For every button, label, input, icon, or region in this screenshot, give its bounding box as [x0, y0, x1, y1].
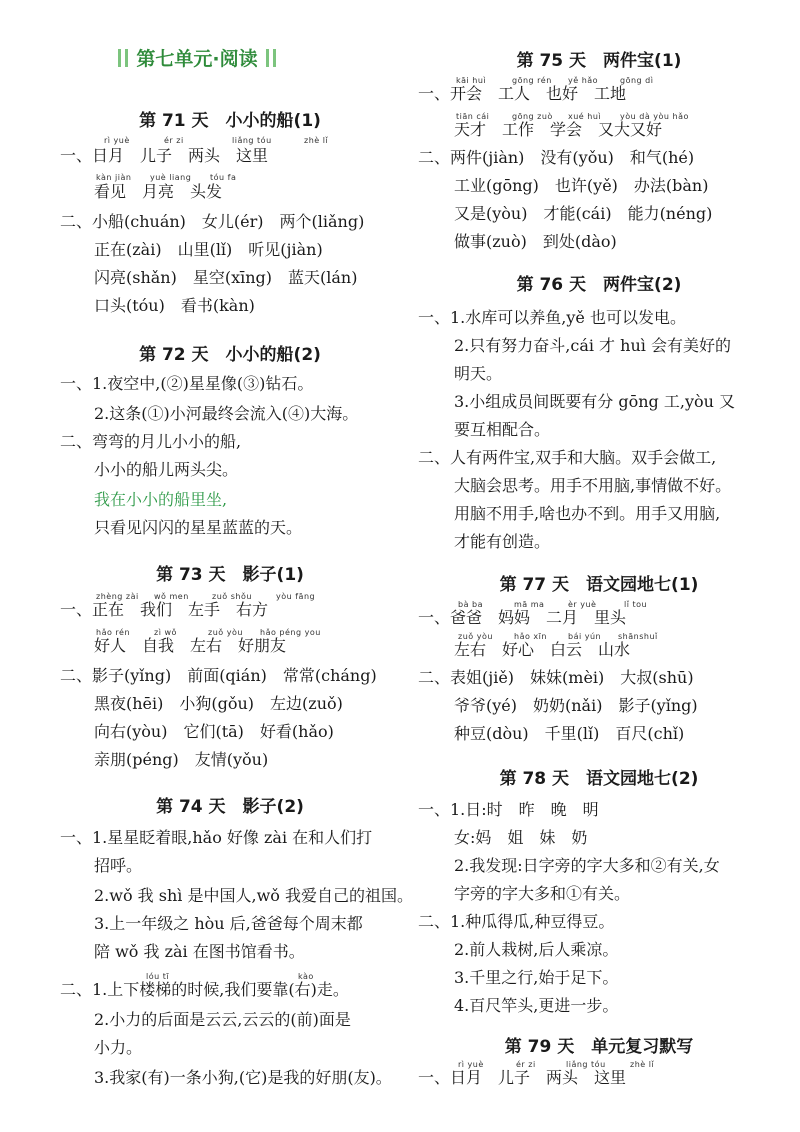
pinyin: yòu fāng	[276, 592, 316, 601]
day-74-title: 第 74 天 影子(2)	[156, 797, 304, 817]
answer-line: 工业(gōng) 也许(yě) 办法(bàn)	[454, 176, 709, 195]
pinyin: gōng rén	[512, 76, 552, 85]
answer-line: 亲朋(péng) 友情(yǒu)	[94, 750, 269, 769]
pinyin: èr yuè	[568, 600, 597, 609]
pinyin: yě hǎo	[568, 76, 599, 85]
answer-line: 二、影子(yǐng) 前面(qián) 常常(cháng)	[60, 666, 377, 685]
answer-line: 一、正在 我们 左手 右方	[60, 600, 269, 619]
day-78-title: 第 78 天 语文园地七(2)	[499, 769, 699, 789]
answer-line: 3.我家(有)一条小狗,(它)是我的好朋(友)。	[94, 1068, 392, 1087]
pinyin: kàn jiàn	[96, 173, 132, 182]
answer-line: 看见 月亮 头发	[94, 182, 223, 201]
answer-line: 2.这条(①)小河最终会流入(④)大海。	[94, 404, 359, 423]
answer-line: 闪亮(shǎn) 星空(xīng) 蓝天(lán)	[94, 268, 358, 287]
answer-line: 种豆(dòu) 千里(lǐ) 百尺(chǐ)	[454, 724, 685, 743]
pinyin: hǎo xīn	[514, 632, 547, 641]
answer-line: 3.上一年级之 hòu 后,爸爸每个周末都	[94, 914, 363, 933]
pinyin: ér zi	[164, 136, 184, 145]
pinyin: kào	[298, 972, 314, 981]
day-75-title: 第 75 天 两件宝(1)	[516, 51, 682, 71]
pinyin: bái yún	[568, 632, 602, 641]
answer-line: 又是(yòu) 才能(cái) 能力(néng)	[454, 204, 713, 223]
pinyin: zhèng zài	[96, 592, 139, 601]
answer-line: 黑夜(hēi) 小狗(gǒu) 左边(zuǒ)	[94, 694, 343, 713]
answer-line: 好人 自我 左右 好朋友	[94, 636, 287, 655]
answer-line: 招呼。	[94, 856, 143, 875]
pinyin: liǎng tóu	[232, 136, 272, 145]
answer-line: 一、日月 儿子 两头 这里	[418, 1068, 627, 1087]
answer-line: 只看见闪闪的星星蓝蓝的天。	[94, 518, 303, 537]
answer-line: 2.只有努力奋斗,cái 才 huì 会有美好的	[454, 336, 731, 355]
pinyin: zuǒ shǒu	[212, 592, 252, 601]
pinyin: gōng dì	[620, 76, 654, 85]
answer-line: 2.前人栽树,后人乘凉。	[454, 940, 619, 959]
answer-line: 明天。	[454, 364, 503, 383]
answer-line: 左右 好心 白云 山水	[454, 640, 631, 659]
pinyin: rì yuè	[458, 1060, 484, 1069]
unit-title	[72, 44, 322, 71]
unit-title-text: 第七单元·阅读	[136, 48, 258, 70]
answer-line: 二、1.种瓜得瓜,种豆得豆。	[418, 912, 615, 931]
answer-line: 2.小力的后面是云云,云云的(前)面是	[94, 1010, 351, 1029]
answer-line: 3.小组成员间既要有分 gōng 工,yòu 又	[454, 392, 736, 411]
pinyin: wǒ men	[154, 592, 189, 601]
pinyin: rì yuè	[104, 136, 130, 145]
answer-line: 2.我发现:日字旁的字大多和②有关,女	[454, 856, 720, 875]
day-77-title: 第 77 天 语文园地七(1)	[499, 575, 699, 595]
answer-line: 爷爷(yé) 奶奶(nǎi) 影子(yǐng)	[454, 696, 698, 715]
day-73-title: 第 73 天 影子(1)	[156, 565, 304, 585]
answer-line: 我在小小的船里坐,	[94, 490, 228, 509]
pinyin: hǎo rén	[96, 628, 131, 637]
pinyin: ér zi	[516, 1060, 536, 1069]
answer-line: 4.百尺竿头,更进一步。	[454, 996, 619, 1015]
answer-line: 一、开会 工人 也好 工地	[418, 84, 627, 103]
answer-line: 才能有创造。	[454, 532, 551, 551]
answer-line: 一、日月 儿子 两头 这里	[60, 146, 269, 165]
pinyin: zhè lǐ	[630, 1060, 655, 1069]
answer-line: 要互相配合。	[454, 420, 551, 439]
answer-line: 2.wǒ 我 shì 是中国人,wǒ 我爱自己的祖国。	[94, 886, 413, 905]
pinyin: lǐ tou	[624, 600, 648, 609]
pinyin: tiān cái	[456, 112, 490, 121]
answer-line: 用脑不用手,啥也办不到。用手又用脑,	[454, 504, 721, 523]
answer-line: 小力。	[94, 1038, 143, 1057]
answer-line: 正在(zài) 山里(lǐ) 听见(jiàn)	[94, 240, 323, 259]
pinyin: zhè lǐ	[304, 136, 329, 145]
answer-line: 二、人有两件宝,双手和大脑。双手会做工,	[418, 448, 717, 467]
answer-line: 陪 wǒ 我 zài 在图书馆看书。	[94, 942, 305, 961]
pinyin: liǎng tóu	[566, 1060, 606, 1069]
pinyin: zì wǒ	[154, 628, 177, 637]
answer-line: 天才 工作 学会 又大又好	[454, 120, 663, 139]
answer-line: 向右(yòu) 它们(tā) 好看(hǎo)	[94, 722, 334, 741]
answer-line: 一、1.水库可以养鱼,yě 也可以发电。	[418, 308, 686, 327]
day-72-title: 第 72 天 小小的船(2)	[139, 345, 321, 365]
answer-line: 口头(tóu) 看书(kàn)	[94, 296, 255, 315]
answer-line: 二、弯弯的月儿小小的船,	[60, 432, 242, 451]
answer-line: 一、1.日:时 昨 晚 明	[418, 800, 599, 819]
answer-line: 二、小船(chuán) 女儿(ér) 两个(liǎng)	[60, 212, 365, 231]
answer-line: 3.千里之行,始于足下。	[454, 968, 619, 987]
pinyin: gōng zuò	[512, 112, 553, 121]
pinyin: shānshuǐ	[618, 632, 658, 641]
answer-line: 一、1.星星眨着眼,hǎo 好像 zài 在和人们打	[60, 828, 373, 847]
pinyin: tóu fa	[210, 173, 237, 182]
answer-line: 大脑会思考。用手不用脑,事情做不好。	[454, 476, 732, 495]
pinyin: kāi huì	[456, 76, 487, 85]
pinyin: xué huì	[568, 112, 602, 121]
answer-line: 一、1.夜空中,(②)星星像(③)钻石。	[60, 374, 314, 393]
answer-line: 做事(zuò) 到处(dào)	[454, 232, 617, 251]
pinyin: yuè liang	[150, 173, 192, 182]
pinyin: bà ba	[458, 600, 484, 609]
pinyin: zuǒ yòu	[458, 632, 493, 641]
answer-line: 二、1.上下楼梯的时候,我们要靠(右)走。	[60, 980, 349, 999]
answer-line: 二、表姐(jiě) 妹妹(mèi) 大叔(shū)	[418, 668, 694, 687]
pinyin: hǎo péng you	[260, 628, 321, 637]
day-79-title: 第 79 天 单元复习默写	[504, 1037, 694, 1057]
pinyin: yòu dà yòu hǎo	[620, 112, 689, 121]
pinyin: mā ma	[514, 600, 545, 609]
answer-line: 小小的船儿两头尖。	[94, 460, 239, 479]
answer-line: 二、两件(jiàn) 没有(yǒu) 和气(hé)	[418, 148, 695, 167]
answer-line: 女:妈 姐 妹 奶	[454, 828, 588, 847]
day-71-title: 第 71 天 小小的船(1)	[139, 111, 321, 131]
pinyin: lóu tī	[146, 972, 170, 981]
pinyin: zuǒ yòu	[208, 628, 243, 637]
day-76-title: 第 76 天 两件宝(2)	[516, 275, 682, 295]
answer-line: 字旁的字大多和①有关。	[454, 884, 631, 903]
answer-line: 一、爸爸 妈妈 二月 里头	[418, 608, 627, 627]
